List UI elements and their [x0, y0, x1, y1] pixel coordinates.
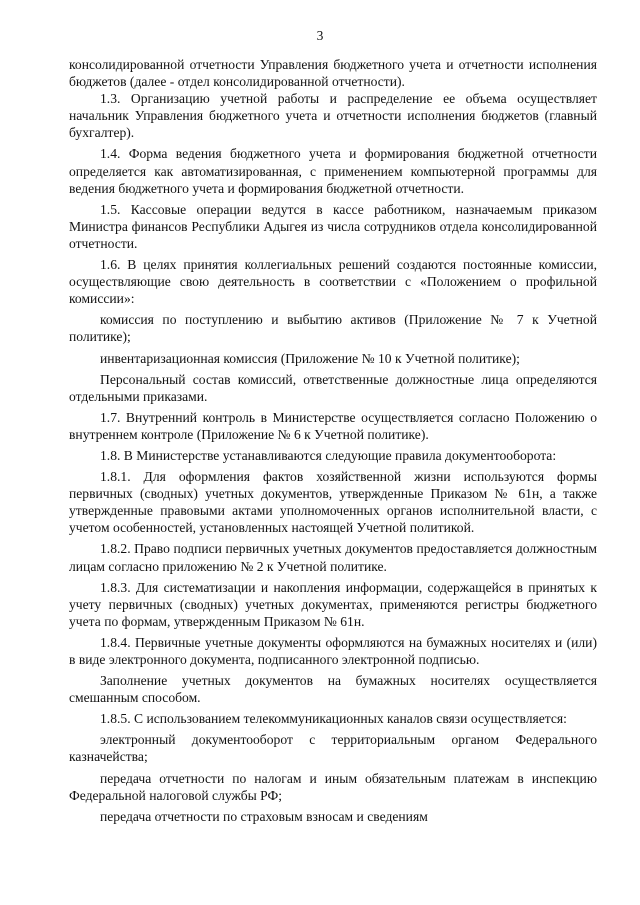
paragraph: 1.5. Кассовые операции ведутся в кассе работником, назначаемым приказом Министра финансов Республики Адыгея из числа сотрудников отдела консолидированной отчетности. [69, 201, 597, 251]
paragraph: 1.8.1. Для оформления фактов хозяйственной жизни используются формы первичных (сводных) учетных документов, утвержденные Приказом № 61н, а также утвержденные правовыми актами уполномоченных органов исполнительной власти, с учетом особенностей, установленных настоящей Учетной политикой. [69, 469, 597, 536]
paragraph: консолидированной отчетности Управления бюджетного учета и отчетности исполнения бюджетов (далее - отдел консолидированной отчетности). [69, 57, 597, 90]
paragraph: 1.8. В Министерстве устанавливаются следующие правила документооборота: [100, 447, 557, 463]
paragraph: передача отчетности по страховым взносам и сведениям [100, 808, 428, 824]
paragraph: 1.8.4. Первичные учетные документы оформляются на бумажных носителях и (или) в виде электронного документа, подписанного электронной подписью. [69, 634, 597, 667]
paragraph: передача отчетности по налогам и иным обязательным платежам в инспекцию Федеральной налоговой службы РФ; [69, 770, 597, 803]
paragraph: 1.8.5. С использованием телекоммуникационных каналов связи осуществляется: [100, 711, 567, 727]
paragraph: 1.8.2. Право подписи первичных учетных документов предоставляется должностным лицам согласно приложению № 2 к Учетной политике. [69, 541, 597, 574]
document-body [69, 56, 597, 825]
paragraph: 1.8.3. Для систематизации и накопления информации, содержащейся в принятых к учету первичных (сводных) учетных документах, применяются регистры бюджетного учета по формам, утвержденным Приказом № 61н. [69, 579, 597, 629]
paragraph: комиссия по поступлению и выбытию активов (Приложение № 7 к Учетной политике); [69, 312, 597, 345]
page-number: 3 [316, 28, 324, 43]
paragraph: 1.3. Организацию учетной работы и распределение ее объема осуществляет начальник Управления бюджетного учета и отчетности исполнения бюджетов (главный бухгалтер). [69, 91, 597, 141]
paragraph: 1.4. Форма ведения бюджетного учета и формирования бюджетной отчетности определяется как автоматизированная, с применением компьютерной программы для ведения бюджетного учета и формирования бюджетной отчетности. [69, 146, 597, 196]
paragraph: 1.7. Внутренний контроль в Министерстве осуществляется согласно Положению о внутреннем контроле (Приложение № 6 к Учетной политике). [69, 409, 597, 442]
paragraph: 1.6. В целях принятия коллегиальных решений создаются постоянные комиссии, осуществляющие свою деятельность в соответствии с «Положением о профильной комиссии»: [69, 257, 597, 307]
paragraph: электронный документооборот с территориальным органом Федерального казначейства; [69, 732, 597, 765]
paragraph: Персональный состав комиссий, ответственные должностные лица определяются отдельными приказами. [69, 371, 597, 404]
paragraph: инвентаризационная комиссия (Приложение № 10 к Учетной политике); [100, 350, 520, 366]
paragraph: Заполнение учетных документов на бумажных носителях осуществляется смешанным способом. [69, 673, 597, 706]
